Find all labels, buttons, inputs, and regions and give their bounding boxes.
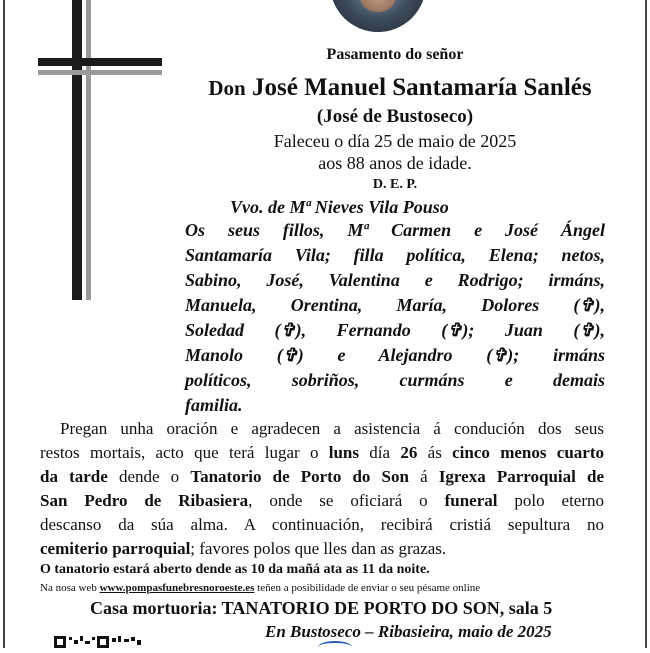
mortuary-line: Casa mortuoria: TANATORIO DE PORTO DO SON, sala 5 (90, 598, 553, 618)
deceased-name (170, 74, 630, 102)
web-line: Na nosa web www.pompasfunebresnoroeste.es teñen a posibilidade de enviar o seu pésame online (40, 582, 481, 594)
ceremony-line: Pregan unha oración e agradecen a asistencia á condución dos seus (60, 419, 604, 438)
ceremony-line: da tarde dende o Tanatorio de Porto do Son á Igrexa Parroquial de (40, 467, 605, 486)
ceremony-line: cemiterio parroquial; favores polos que lles dan as grazas. (40, 539, 447, 558)
signoff-line: En Bustoseco – Ribasieira, maio de 2025 (265, 622, 552, 641)
family-line: familia. (185, 395, 243, 415)
ceremony-line: San Pedro de Ribasiera, onde se oficiará o funeral polo eterno (40, 491, 605, 510)
qr-code-icon (54, 634, 144, 648)
death-age: aos 88 anos de idade. (318, 153, 472, 173)
family-line: Soledad (✞), Fernando (✞); Juan (✞), (185, 320, 605, 340)
family-line: políticos, sobriños, curmáns e demais (185, 370, 605, 390)
family-line: Manolo (✞) e Alejandro (✞); irmáns (185, 345, 605, 365)
family-line: Manuela, Orentina, María, Dolores (✞), (185, 295, 605, 315)
website-link[interactable]: www.pompasfunebresnoroeste.es (99, 582, 255, 594)
death-date: Faleceu o día 25 de maio de 2025 (273, 131, 517, 151)
cross-icon (0, 0, 150, 300)
funeral-home-logo (318, 641, 352, 653)
family-line: Os seus fillos, Mª Carmen e José Ángel (185, 220, 605, 240)
dep: D. E. P. (372, 177, 418, 192)
ceremony-line: restos mortais, acto que terá lugar o luns día 26 ás cinco menos cuarto (40, 443, 604, 462)
heading: Pasamento do señor (326, 46, 464, 63)
ceremony-line: descanso da súa alma. A continuación, recibirá cristiá sepultura no (40, 515, 604, 534)
family-line: Sabino, José, Valentina e Rodrigo; irmáns, (185, 270, 605, 290)
family-line: Santamaría Vila; filla política, Elena; netos, (185, 245, 605, 265)
name-prefix: Don (208, 76, 246, 100)
hours-line: O tanatorio estará aberto dende as 10 da mañá ata as 11 da noite. (40, 562, 430, 577)
widower-line: Vvo. de Mª Nieves Vila Pouso (230, 197, 449, 217)
name-full: José Manuel Santamaría Sanlés (252, 74, 592, 101)
alias: (José de Bustoseco) (316, 106, 474, 127)
